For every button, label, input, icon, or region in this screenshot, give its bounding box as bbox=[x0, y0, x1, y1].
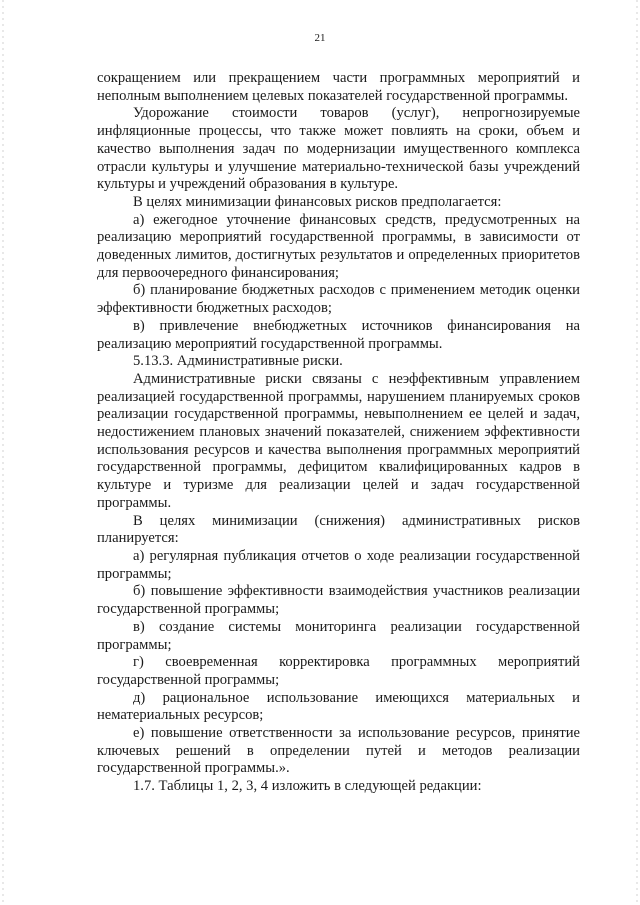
list-item-b: б) повышение эффективности взаимодействия участников реализации государственной программы; bbox=[97, 583, 580, 618]
list-item-a: а) регулярная публикация отчетов о ходе реализации государственной программы; bbox=[97, 547, 580, 582]
page-number: 21 bbox=[314, 32, 326, 44]
list-item-e: е) повышение ответственности за использование ресурсов, принятие ключевых решений в определении путей и методов реализации государственной программы.». bbox=[97, 725, 580, 777]
paragraph-8: Административные риски связаны с неэффективным управлением реализацией государственной программы, нарушением планируемых сроков реализации государственной программы, невыполнением ее целей и задач, недостижением плановых значений показателей, снижением эффективности использования ресурсов и качества выполнения программных мероприятий государственной программы, дефицитом квалифицированных кадров в культуре и туризме для реализации целей и задач государственной программы. bbox=[97, 370, 580, 511]
paragraph-1: сокращением или прекращением части программных мероприятий и неполным выполнением целевых показателей государственной программы. bbox=[97, 70, 580, 104]
scan-edge-right bbox=[636, 0, 638, 905]
list-item-d: д) рациональное использование имеющихся материальных и нематериальных ресурсов; bbox=[97, 689, 580, 724]
list-item-g: г) своевременная корректировка программных мероприятий государственной программы; bbox=[97, 654, 580, 688]
list-item-v: в) создание системы мониторинга реализации государственной программы; bbox=[97, 618, 580, 653]
paragraph-final: 1.7. Таблицы 1, 2, 3, 4 изложить в следующей редакции: bbox=[133, 778, 482, 795]
document-body bbox=[97, 70, 580, 796]
scan-edge-left bbox=[2, 0, 4, 905]
paragraph-3: В целях минимизации финансовых рисков предполагается: bbox=[133, 193, 502, 210]
paragraph-5: б) планирование бюджетных расходов с применением методик оценки эффективности бюджетных расходов; bbox=[97, 282, 580, 317]
paragraph-6: в) привлечение внебюджетных источников финансирования на реализацию мероприятий государственной программы. bbox=[97, 317, 580, 352]
paragraph-2: Удорожание стоимости товаров (услуг), непрогнозируемые инфляционные процессы, что также может повлиять на сроки, объем и качество выполнения задач по модернизации имущественного комплекса отрасли культуры и улучшение материально-технической базы учреждений культуры и учреждений образования в культуре. bbox=[97, 105, 580, 193]
section-heading: 5.13.3. Административные риски. bbox=[133, 353, 343, 370]
paragraph-9: В целях минимизации (снижения) административных рисков планируется: bbox=[97, 512, 580, 547]
paragraph-4: а) ежегодное уточнение финансовых средств, предусмотренных на реализацию мероприятий государственной программы, в зависимости от доведенных лимитов, достигнутых результатов и определенных приоритетов для первоочередного финансирования; bbox=[97, 211, 580, 281]
